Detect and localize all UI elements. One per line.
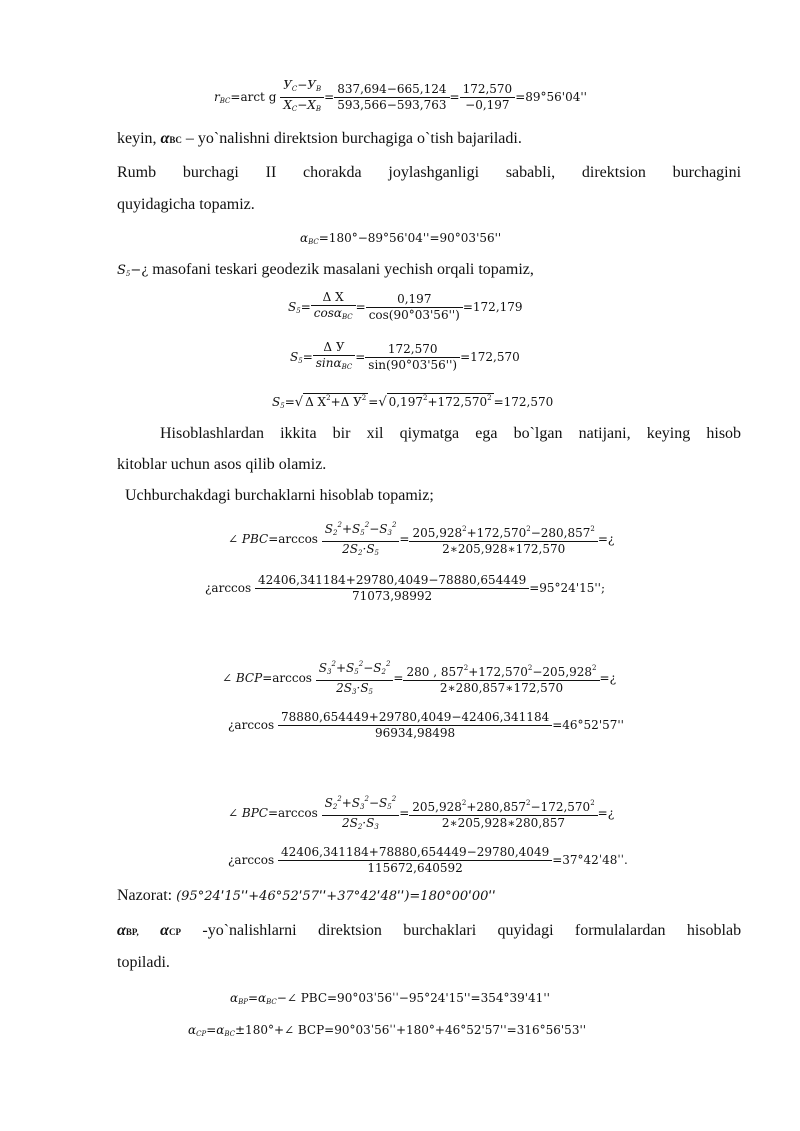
equation-angle-bpc: ∠ BPC=arccos $\frac{S_2^2+S_3^2-S_5^2}{2S_2\cdot S_3}$ = $\frac{205,928^2+280,857^2-172,570^2}{2∗205,928∗280,857}$ =¿ (228, 792, 614, 835)
paragraph-uchburchak: Uchburchakdagi burchaklarni hisoblab topamiz; (125, 487, 434, 504)
equation-s5-sqrt: $S_5=√$ Δ $X^2+\Delta$ $У^2$ =√ $0,197^2+172,570^2 =172,570$ (272, 394, 554, 410)
equation-alpha-cp: $\alpha_{CP}=\alpha_{BC}\pm 180^\circ+\angle$ BCP=90°03ˈ56ˈˈ+180°+46°52'57''=316°56'53'' (188, 1023, 587, 1038)
fraction-values: $\frac{837,694-665,124}{593,566-593,763}$ (334, 82, 449, 113)
equation-s5-sin: $S_5=$ $\frac{\text{Δ У}}{\sin\alpha_{BC}}$ = $\frac{172,570}{\sin(90^\circ 03'56'')}$ =172,570 (290, 340, 520, 372)
equation-angle-bcp-line2: ¿arccos $\frac{78880,654449+29780,4049-42406,341184}{96934,98498}$ =46°52'57'' (228, 710, 624, 740)
equation-alpha-bc: $\alpha_{BC}=180^\circ-89^\circ 56'04''=90^\circ 03'56''$ (300, 231, 502, 246)
paragraph-rumb-line1: Rumb burchagi II chorakda joylashganligi sababli, direktsion burchagini (117, 164, 742, 181)
equation-angle-bcp: ∠ BCP=arccos $\frac{S_3^2+S_5^2-S_2^2}{2S_3\cdot S_5}$ = $\frac{280 , 857^2+172,570^2-205,928^2}{2∗280,857∗172,570}$ =¿ (222, 657, 616, 700)
equation-angle-pbc: ∠ PBC=arccos $\frac{S_2^2+S_5^2-S_3^2}{2S_2\cdot S_5}$ = $\frac{205,928^2+172,570^2-280,857^2}{2∗205,928∗172,570}$ =¿ (228, 518, 614, 561)
equation-r-bc: $r_{BC}=arct$ g $\frac{У_C-У_B}{X_C-X_B}$ = $\frac{837,694-665,124}{593,566-593,763}$ = $\frac{172,570}{-0,197}$ =89°56'04'' (214, 78, 587, 117)
paragraph-hisob-line1: Hisoblashlardan ikkita bir xil qiymatga ega bo`lgan natijani, keying hisob (160, 425, 742, 442)
paragraph-s5: $S_5-¿$ masofani teskari geodezik masalani yechish orqali topamiz, (117, 261, 534, 278)
fraction-coord-diff: $\frac{У_C-У_B}{X_C-X_B}$ (280, 78, 324, 117)
paragraph-alpha-bp-cp-line1: αBP, αCP -yo`nalishlarni direktsion burchaklari quyidagi formulalardan hisoblab (117, 922, 742, 939)
equation-angle-bpc-line2: ¿arccos $\frac{42406,341184+78880,654449-29780,4049}{115672,640592}$ =37°42ˈ48ˈˈ. (228, 845, 628, 875)
equation-alpha-bp: $\alpha_{BP}=\alpha_{BC}-\angle$ PBC=90°03ˈ56ˈˈ−95°24'15''=354°39'41'' (230, 991, 550, 1006)
equation-s5-cos: $S_5=$ $\frac{\text{Δ X}}{\cos\alpha_{BC}}$ = $\frac{0,197}{\cos(90^\circ 03'56'')}$ =172,179 (288, 290, 523, 322)
paragraph-nazorat: Nazorat: (95°24ˈ15ˈˈ+46°52ˈ57ˈˈ+37°42ˈ48ˈˈ)=180°00ˈ00ˈˈ (117, 887, 496, 904)
paragraph-hisob-line2: kitoblar uchun asos qilib olamiz. (117, 456, 327, 473)
paragraph-rumb-line2: quyidagicha topamiz. (117, 196, 255, 213)
paragraph-alpha-bp-cp-line2: topiladi. (117, 954, 170, 971)
paragraph-keyin: keyin, αBC – yo`nalishni direktsion burchagiga o`tish bajariladi. (117, 130, 522, 147)
fraction-result: $\frac{172,570}{-0,197}$ (460, 82, 516, 113)
equation-angle-pbc-line2: ¿arccos $\frac{42406,341184+29780,4049-78880,654449}{71073,98992}$ =95°24'15''; (205, 573, 606, 603)
